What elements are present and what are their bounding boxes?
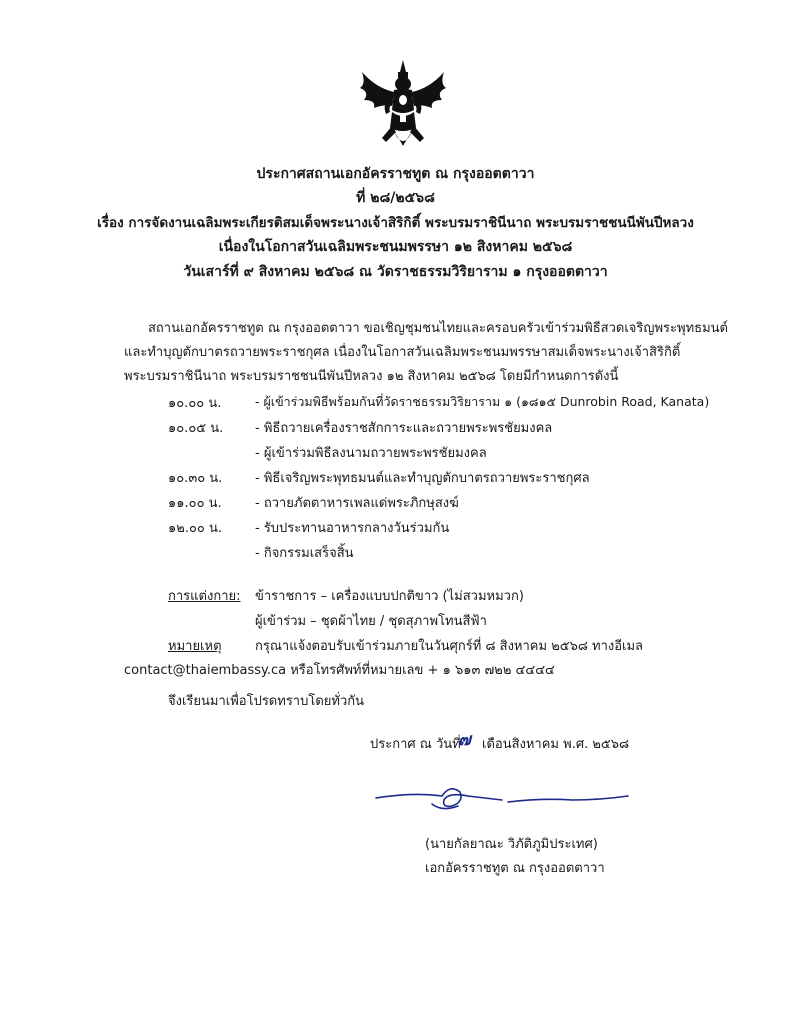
intro-line-3: พระบรมราชินีนาถ พระบรมราชชนนีพันปีหลวง ๑๒ สิงหาคม ๒๕๖๘ โดยมีกำหนดการดังนี้ [124, 369, 619, 384]
intro-line-1: สถานเอกอัครราชทูต ณ กรุงออตตาวา ขอเชิญชุมชนไทยและครอบครัวเข้าร่วมพิธีสวดเจริญพระพุทธมนต์ [148, 321, 728, 336]
schedule-time: ๑๐.๐๕ น. [168, 421, 224, 436]
schedule-time: ๑๐.๓๐ น. [168, 471, 223, 486]
dress-code-officials: ข้าราชการ – เครื่องแบบปกติขาว (ไม่สวมหมวก) [255, 589, 524, 604]
schedule-activity: - พิธีถวายเครื่องราชสักการะและถวายพระพรชัยมงคล [255, 421, 553, 436]
schedule-activity: - ผู้เข้าร่วมพิธีพร้อมกันที่วัดราชธรรมวิริยาราม ๑ (๑๘๑๕ Dunrobin Road, Kanata) [255, 394, 710, 409]
subject-line-3: วันเสาร์ที่ ๙ สิงหาคม ๒๕๖๘ ณ วัดราชธรรมวิริยาราม ๑ กรุงออตตาวา [183, 264, 608, 280]
signer-title: เอกอัครราชทูต ณ กรุงออตตาวา [425, 861, 605, 876]
schedule-activity: - ถวายภัตตาหารเพลแด่พระภิกษุสงฆ์ [255, 496, 459, 511]
schedule-activity: - รับประทานอาหารกลางวันร่วมกัน [255, 521, 450, 536]
dress-code-label: การแต่งกาย: [168, 589, 241, 604]
remark-label: หมายเหตุ [168, 639, 222, 654]
subject-line-2: เนื่องในโอกาสวันเฉลิมพระชนมพรรษา ๑๒ สิงหาคม ๒๕๖๘ [218, 239, 573, 255]
subject-line-1: เรื่อง การจัดงานเฉลิมพระเกียรติสมเด็จพระนางเจ้าสิริกิติ์ พระบรมราชินีนาถ พระบรมราชชนนีพันปีหลวง [97, 215, 694, 231]
schedule-activity: - พิธีเจริญพระพุทธมนต์และทำบุญตักบาตรถวายพระราชกุศล [255, 471, 590, 486]
announcement-title: ประกาศสถานเอกอัครราชทูต ณ กรุงออตตาวา [256, 166, 535, 182]
dress-code-participants: ผู้เข้าร่วม – ชุดผ้าไทย / ชุดสุภาพโทนสีฟ้า [255, 614, 487, 629]
remark-line-1: กรุณาแจ้งตอบรับเข้าร่วมภายในวันศุกร์ที่ ๘ สิงหาคม ๒๕๖๘ ทางอีเมล [255, 639, 644, 654]
intro-line-2: และทำบุญตักบาตรถวายพระราชกุศล เนื่องในโอกาสวันเฉลิมพระชนมพรรษาสมเด็จพระนางเจ้าสิริกิติ์ [124, 345, 681, 360]
schedule-time: ๑๑.๐๐ น. [168, 496, 222, 511]
announce-day-handwritten: ๗ [458, 730, 471, 750]
schedule-time: ๑๐.๐๐ น. [168, 396, 222, 411]
signer-name: (นายกัลยาณะ วิภัติภูมิประเทศ) [425, 837, 598, 852]
announce-date-prefix: ประกาศ ณ วันที่ [370, 737, 461, 752]
announcement-number: ที่ ๒๘/๒๕๖๘ [356, 190, 435, 206]
remark-line-2: contact@thaiembassy.ca หรือโทรศัพท์ที่หมายเลข + ๑ ๖๑๓ ๗๒๒ ๔๔๔๔ [124, 663, 555, 678]
schedule-activity: - กิจกรรมเสร็จสิ้น [255, 546, 354, 561]
signature-scribble [372, 782, 632, 822]
closing-statement: จึงเรียนมาเพื่อโปรดทราบโดยทั่วกัน [168, 694, 365, 709]
announce-date-suffix: เดือนสิงหาคม พ.ศ. ๒๕๖๘ [482, 737, 630, 752]
schedule-time: ๑๒.๐๐ น. [168, 521, 222, 536]
schedule-activity: - ผู้เข้าร่วมพิธีลงนามถวายพระพรชัยมงคล [255, 446, 487, 461]
garuda-emblem [356, 58, 450, 150]
